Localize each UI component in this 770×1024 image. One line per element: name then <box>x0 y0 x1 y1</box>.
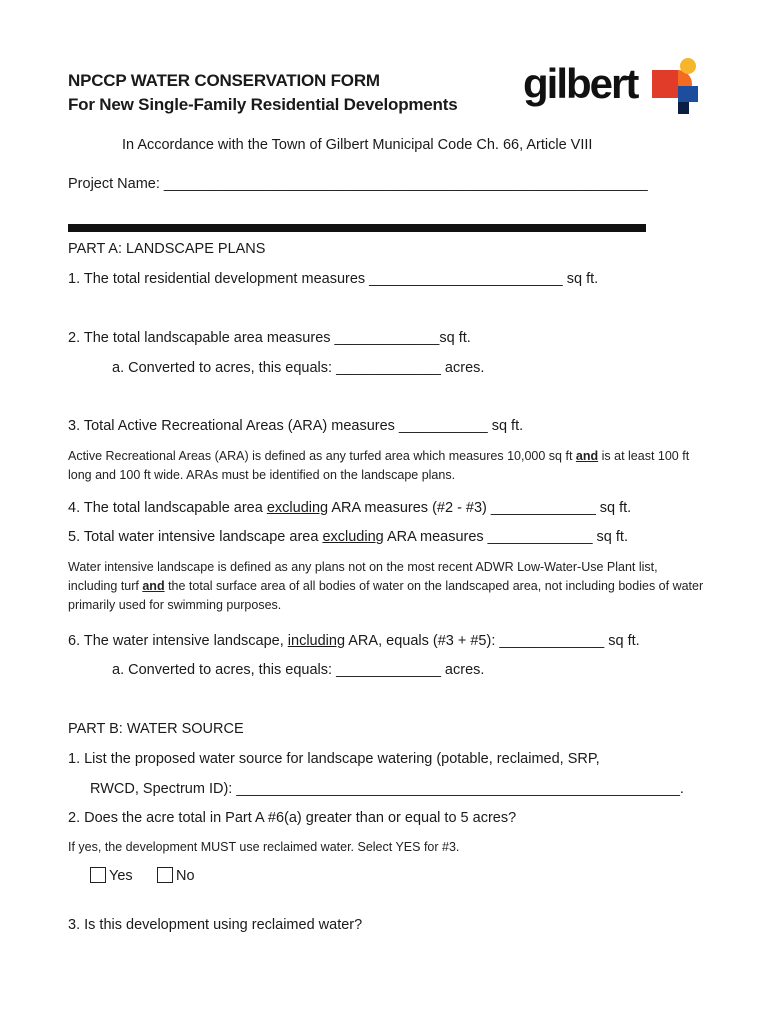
q5-text-post: ARA measures _____________ sq ft. <box>383 529 628 545</box>
yes-option[interactable] <box>90 867 133 884</box>
yes-checkbox[interactable] <box>90 867 106 883</box>
question-b2: 2. Does the acre total in Part A #6(a) greater than or equal to 5 acres? <box>68 810 517 826</box>
ara-definition-note <box>68 447 708 485</box>
gilbert-logo-icon <box>650 56 702 116</box>
part-a-heading: PART A: LANDSCAPE PLANS <box>68 241 266 257</box>
question-b3: 3. Is this development using reclaimed water? <box>68 917 363 933</box>
q5-text-pre: 5. Total water intensive landscape area <box>68 529 323 545</box>
ara-note-and: and <box>575 449 599 463</box>
q4-text-pre: 4. The total landscapable area <box>68 500 267 516</box>
form-title: NPCCP WATER CONSERVATION FORM <box>68 71 380 90</box>
no-checkbox[interactable] <box>157 867 173 883</box>
wi-note-text-1: Water intensive landscape is defined as any plans not on the most recent ADWR Low-Water-Use Plant list, including turf <box>68 560 658 593</box>
yes-label: Yes <box>109 868 133 884</box>
question-a2[interactable]: 2. The total landscapable area measures _____________sq ft. <box>68 330 471 346</box>
wi-note-and: and <box>142 579 165 593</box>
question-b1-line1: 1. List the proposed water source for landscape watering (potable, reclaimed, SRP, <box>68 751 600 767</box>
q4-excluding: excluding <box>266 500 329 516</box>
question-a3[interactable]: 3. Total Active Recreational Areas (ARA) measures ___________ sq ft. <box>68 418 524 434</box>
logo-navy-block <box>678 102 689 114</box>
project-name-field[interactable]: Project Name: ____________________________________________________________ <box>68 176 648 192</box>
gilbert-logo-text: gilbert <box>523 60 638 107</box>
form-subtitle: For New Single-Family Residential Developments <box>68 95 458 114</box>
logo-yellow-dot <box>680 58 696 74</box>
question-a6a[interactable]: a. Converted to acres, this equals: _____________ acres. <box>112 662 485 678</box>
logo-red-block <box>652 70 678 98</box>
water-intensive-definition-note <box>68 558 708 615</box>
question-a6[interactable] <box>68 633 640 649</box>
question-a2a[interactable]: a. Converted to acres, this equals: _____________ acres. <box>112 360 485 376</box>
q6-text-post: ARA, equals (#3 + #5): _____________ sq ft. <box>345 633 640 649</box>
ara-note-text-1: Active Recreational Areas (ARA) is defined as any turfed area which measures 10,000 sq ft <box>68 449 576 463</box>
logo-blue-block <box>678 86 698 102</box>
q5-excluding: excluding <box>322 529 384 545</box>
section-divider <box>68 224 646 232</box>
no-label: No <box>176 868 195 884</box>
part-b-heading: PART B: WATER SOURCE <box>68 721 244 737</box>
no-option[interactable] <box>157 867 195 884</box>
q6-including: including <box>287 633 346 649</box>
q6-text-pre: 6. The water intensive landscape, <box>68 633 288 649</box>
question-a5[interactable] <box>68 529 628 545</box>
ara-note-text-2: is at least 100 ft long and 100 ft wide. ARAs must be identified on the landscape plans. <box>68 449 690 482</box>
q4-text-post: ARA measures (#2 - #3) _____________ sq ft. <box>328 500 632 516</box>
municipal-code-reference: In Accordance with the Town of Gilbert Municipal Code Ch. 66, Article VIII <box>122 137 593 153</box>
question-b1-water-source-field[interactable]: RWCD, Spectrum ID): _______________________________________________________. <box>90 781 684 797</box>
reclaimed-water-note: If yes, the development MUST use reclaimed water. Select YES for #3. <box>68 840 460 854</box>
question-a4[interactable] <box>68 500 631 516</box>
question-a1[interactable]: 1. The total residential development measures ________________________ sq ft. <box>68 271 599 287</box>
wi-note-text-2: the total surface area of all bodies of water on the landscaped area, not including bodies of water primarily used for swimming purposes. <box>68 579 704 612</box>
